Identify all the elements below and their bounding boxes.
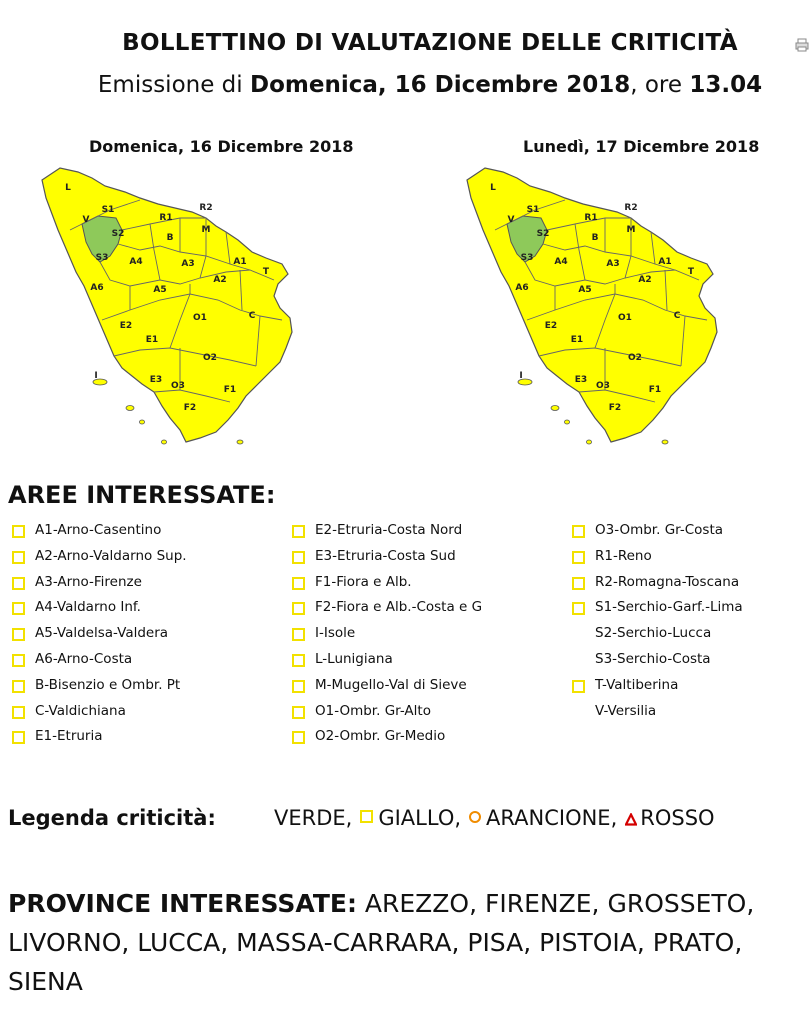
- legend-verde: VERDE,: [274, 806, 353, 830]
- area-label: A2-Arno-Valdarno Sup.: [35, 547, 187, 564]
- zone-label-r2: R2: [199, 203, 213, 213]
- emission-info: [0, 72, 811, 98]
- zone-label-s2: S2: [111, 229, 125, 239]
- zone-label-a4: A4: [129, 257, 143, 267]
- zone-label-a5: A5: [153, 285, 167, 295]
- area-label: E2-Etruria-Costa Nord: [315, 522, 463, 538]
- zone-label-t: T: [687, 267, 695, 277]
- zone-label-i: I: [94, 371, 98, 381]
- zone-label-a3: A3: [606, 259, 620, 269]
- zone-label-v: V: [507, 215, 515, 225]
- zone-label-c: C: [673, 311, 681, 321]
- zone-label-e3: E3: [149, 375, 163, 385]
- yellow-square-icon: [292, 706, 305, 719]
- legend-items: [274, 806, 715, 830]
- area-label: S1-Serchio-Garf.-Lima: [595, 599, 743, 616]
- print-icon[interactable]: [795, 38, 809, 52]
- zone-label-o2: O2: [628, 353, 642, 363]
- zone-label-t: T: [262, 267, 270, 277]
- island: [565, 420, 570, 424]
- map-date-day2: Lunedì, 17 Dicembre 2018: [523, 137, 760, 156]
- zone-label-s2: S2: [536, 229, 550, 239]
- area-label: R2-Romagna-Toscana: [595, 573, 740, 590]
- zone-label-b: B: [166, 233, 174, 243]
- provinces: [8, 884, 798, 1001]
- yellow-square-icon: [292, 680, 305, 693]
- zone-label-a3: A3: [181, 259, 195, 269]
- area-label: C-Valdichiana: [35, 702, 126, 719]
- area-label: A5-Valdelsa-Valdera: [35, 625, 169, 642]
- bulletin-title: BOLLETTINO DI VALUTAZIONE DELLE CRITICITÀ: [122, 30, 738, 56]
- zone-label-e1: E1: [570, 335, 584, 345]
- emission-time: 13.04: [689, 72, 763, 98]
- area-label: O3-Ombr. Gr-Costa: [595, 522, 724, 538]
- area-label: O1-Ombr. Gr-Alto: [315, 702, 431, 719]
- area-label: B-Bisenzio e Ombr. Pt: [35, 676, 181, 693]
- criticality-map-day2: [455, 160, 745, 460]
- zone-label-a2: A2: [638, 275, 652, 285]
- zone-label-m: M: [626, 225, 636, 235]
- yellow-square-icon: [572, 551, 585, 564]
- tuscany-outline: [42, 168, 292, 442]
- criticality-map-day1: [30, 160, 320, 460]
- yellow-square-icon: [572, 680, 585, 693]
- area-label: S3-Serchio-Costa: [595, 650, 711, 667]
- zone-label-a6: A6: [515, 283, 529, 293]
- island: [126, 406, 134, 411]
- zone-label-s3: S3: [520, 253, 534, 263]
- yellow-square-icon: [292, 577, 305, 590]
- area-label: I-Isole: [315, 625, 356, 642]
- legend-rosso: ROSSO: [640, 806, 715, 830]
- island: [662, 440, 668, 444]
- yellow-square-icon: [12, 577, 25, 590]
- map-date-day1: Domenica, 16 Dicembre 2018: [89, 137, 354, 156]
- zone-label-r1: R1: [159, 213, 173, 223]
- zone-label-o1: O1: [618, 313, 632, 323]
- zone-label-f1: F1: [648, 385, 662, 395]
- island: [140, 420, 145, 424]
- area-label: A1-Arno-Casentino: [35, 522, 162, 538]
- zone-label-s3: S3: [95, 253, 109, 263]
- island: [587, 440, 592, 444]
- zone-label-o3: O3: [596, 381, 610, 391]
- zone-label-e2: E2: [544, 321, 558, 331]
- orange-circle-icon: [469, 811, 481, 823]
- zone-label-l: L: [490, 183, 496, 193]
- area-label: E1-Etruria: [35, 728, 103, 745]
- zone-label-b: B: [591, 233, 599, 243]
- emission-separator: , ore: [630, 72, 690, 98]
- legend-title: Legenda criticità:: [8, 806, 216, 830]
- yellow-square-icon: [12, 731, 25, 744]
- area-label: F1-Fiora e Alb.: [315, 573, 412, 590]
- zone-label-o3: O3: [171, 381, 185, 391]
- yellow-square-icon: [572, 525, 585, 538]
- area-label: A3-Arno-Firenze: [35, 573, 142, 590]
- yellow-square-icon: [12, 680, 25, 693]
- zone-label-a6: A6: [90, 283, 104, 293]
- zone-label-i: I: [519, 371, 523, 381]
- yellow-square-icon: [12, 551, 25, 564]
- zone-label-o1: O1: [193, 313, 207, 323]
- area-label: T-Valtiberina: [595, 676, 679, 693]
- yellow-square-icon: [292, 551, 305, 564]
- island: [237, 440, 243, 444]
- area-label: A4-Valdarno Inf.: [35, 599, 141, 616]
- yellow-square-icon: [292, 602, 305, 615]
- yellow-square-icon: [12, 602, 25, 615]
- area-label: F2-Fiora e Alb.-Costa e G: [315, 599, 483, 616]
- zone-label-s1: S1: [526, 205, 540, 215]
- zone-label-e1: E1: [145, 335, 159, 345]
- zone-label-a1: A1: [658, 257, 672, 267]
- areas-title: AREE INTERESSATE:: [8, 481, 276, 509]
- legend-giallo: GIALLO,: [378, 806, 462, 830]
- yellow-square-icon: [292, 654, 305, 667]
- area-label: O2-Ombr. Gr-Medio: [315, 728, 446, 745]
- yellow-square-icon: [572, 602, 585, 615]
- provinces-title: PROVINCE INTERESSATE:: [8, 889, 357, 918]
- zone-label-a2: A2: [213, 275, 227, 285]
- zone-label-a5: A5: [578, 285, 592, 295]
- zone-label-v: V: [82, 215, 90, 225]
- zone-label-e2: E2: [119, 321, 133, 331]
- area-label: E3-Etruria-Costa Sud: [315, 547, 456, 564]
- zone-label-m: M: [201, 225, 211, 235]
- red-triangle-icon: [625, 813, 637, 826]
- yellow-square-icon: [292, 628, 305, 641]
- zone-label-e3: E3: [574, 375, 588, 385]
- tuscany-outline: [467, 168, 717, 442]
- zone-label-l: L: [65, 183, 71, 193]
- island: [162, 440, 167, 444]
- island: [551, 406, 559, 411]
- legend-arancione: ARANCIONE,: [486, 806, 618, 830]
- yellow-square-icon: [12, 706, 25, 719]
- area-label: M-Mugello-Val di Sieve: [315, 676, 467, 693]
- yellow-square-icon: [572, 577, 585, 590]
- zone-label-f2: F2: [183, 403, 197, 413]
- area-label: A6-Arno-Costa: [35, 650, 133, 667]
- area-label: V-Versilia: [595, 702, 657, 719]
- area-label: R1-Reno: [595, 547, 652, 564]
- zone-label-r2: R2: [624, 203, 638, 213]
- area-label: S2-Serchio-Lucca: [595, 625, 712, 642]
- emission-prefix: Emissione di: [97, 72, 250, 98]
- zone-label-a1: A1: [233, 257, 247, 267]
- zone-label-r1: R1: [584, 213, 598, 223]
- zone-label-o2: O2: [203, 353, 217, 363]
- emission-date: Domenica, 16 Dicembre 2018: [250, 72, 631, 98]
- yellow-square-icon: [292, 731, 305, 744]
- zone-label-c: C: [248, 311, 256, 321]
- zone-label-f1: F1: [223, 385, 237, 395]
- yellow-square-icon: [12, 654, 25, 667]
- provinces-list: AREZZO, FIRENZE, GROSSETO, LIVORNO, LUCCA, MASSA-CARRARA, PISA, PISTOIA, PRATO, SIENA: [8, 889, 755, 996]
- zone-label-f2: F2: [608, 403, 622, 413]
- yellow-square-icon: [12, 525, 25, 538]
- area-label: L-Lunigiana: [315, 650, 393, 667]
- zone-label-s1: S1: [101, 205, 115, 215]
- zone-label-a4: A4: [554, 257, 568, 267]
- yellow-square-icon: [292, 525, 305, 538]
- yellow-square-icon: [12, 628, 25, 641]
- yellow-square-icon: [360, 810, 373, 823]
